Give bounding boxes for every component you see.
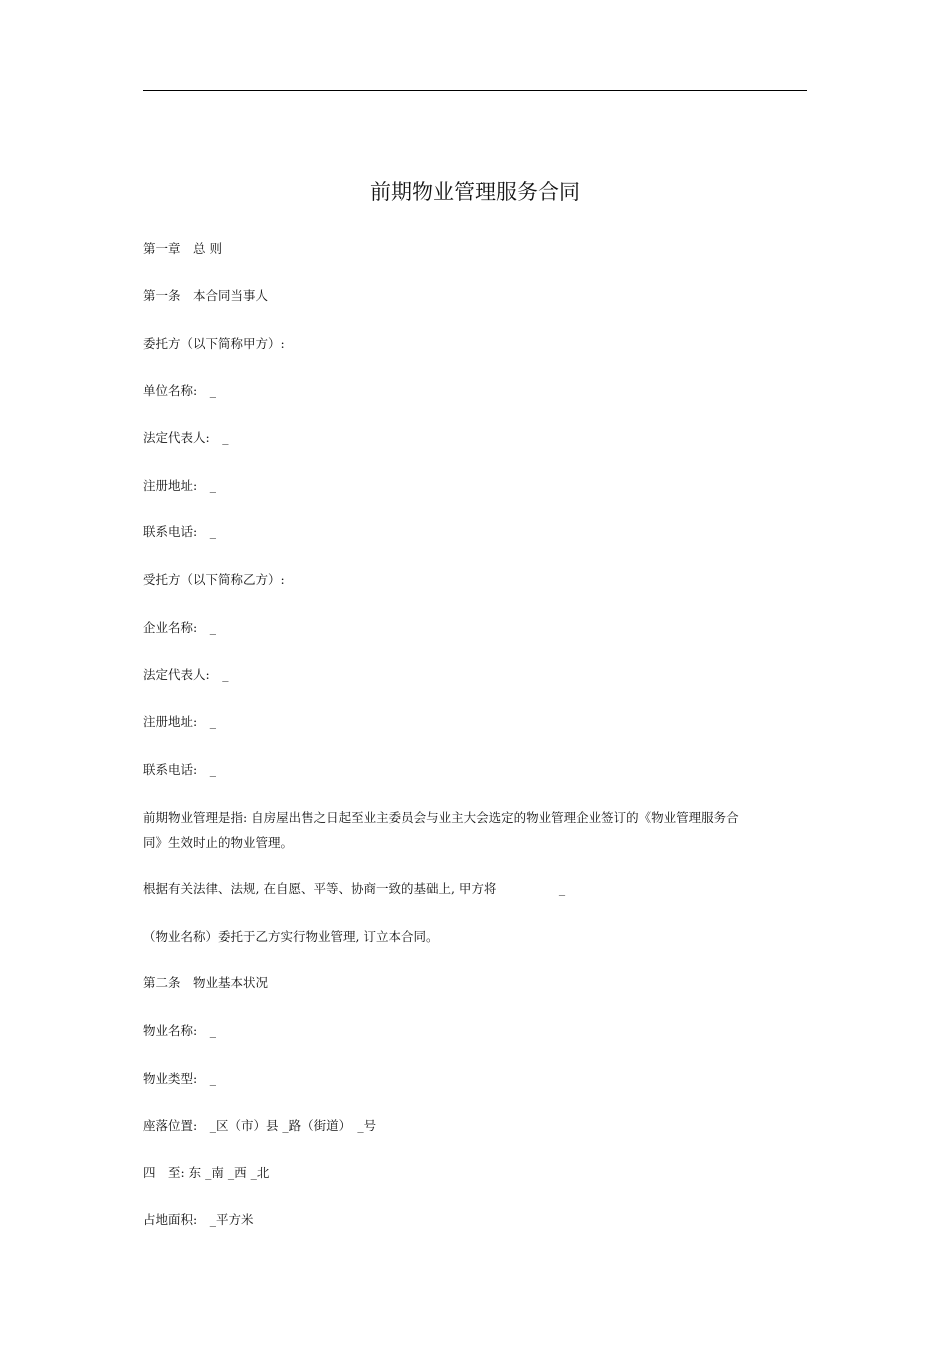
party-a-legal-rep: 法定代表人: _ — [143, 430, 229, 445]
property-boundaries: 四 至: 东 _南 _西 _北 — [143, 1165, 270, 1180]
party-a-phone: 联系电话: _ — [143, 524, 216, 539]
header-rule — [143, 90, 807, 91]
basis-paragraph: 根据有关法律、法规, 在自愿、平等、协商一致的基础上, 甲方将 _ — [143, 881, 566, 896]
document-title: 前期物业管理服务合同 — [370, 180, 580, 204]
definition-paragraph: 前期物业管理是指: 自房屋出售之日起至业主委员会与业主大会选定的物业管理企业签订的《物业管理服务合同》生效时止的物业管理。 — [143, 810, 739, 850]
party-b-company-name: 企业名称: _ — [143, 620, 216, 635]
party-b-phone: 联系电话: _ — [143, 762, 216, 777]
article-heading: 第一条 本合同当事人 — [143, 288, 269, 303]
entrustment-paragraph: （物业名称）委托于乙方实行物业管理, 订立本合同。 — [143, 929, 439, 944]
party-b-address: 注册地址: _ — [143, 714, 216, 729]
property-location: 座落位置: _区（市）县 _路（街道） _号 — [143, 1118, 377, 1133]
party-a-address: 注册地址: _ — [143, 478, 216, 493]
article-two-heading: 第二条 物业基本状况 — [143, 975, 269, 990]
land-area: 占地面积: _平方米 — [143, 1212, 254, 1227]
property-name: 物业名称: _ — [143, 1023, 216, 1038]
property-type: 物业类型: _ — [143, 1071, 216, 1086]
party-a-unit-name: 单位名称: _ — [143, 383, 216, 398]
chapter-heading: 第一章 总 则 — [143, 241, 222, 256]
party-a-heading: 委托方（以下简称甲方）: — [143, 336, 285, 351]
party-b-heading: 受托方（以下简称乙方）: — [143, 572, 285, 587]
party-b-legal-rep: 法定代表人: _ — [143, 667, 229, 682]
